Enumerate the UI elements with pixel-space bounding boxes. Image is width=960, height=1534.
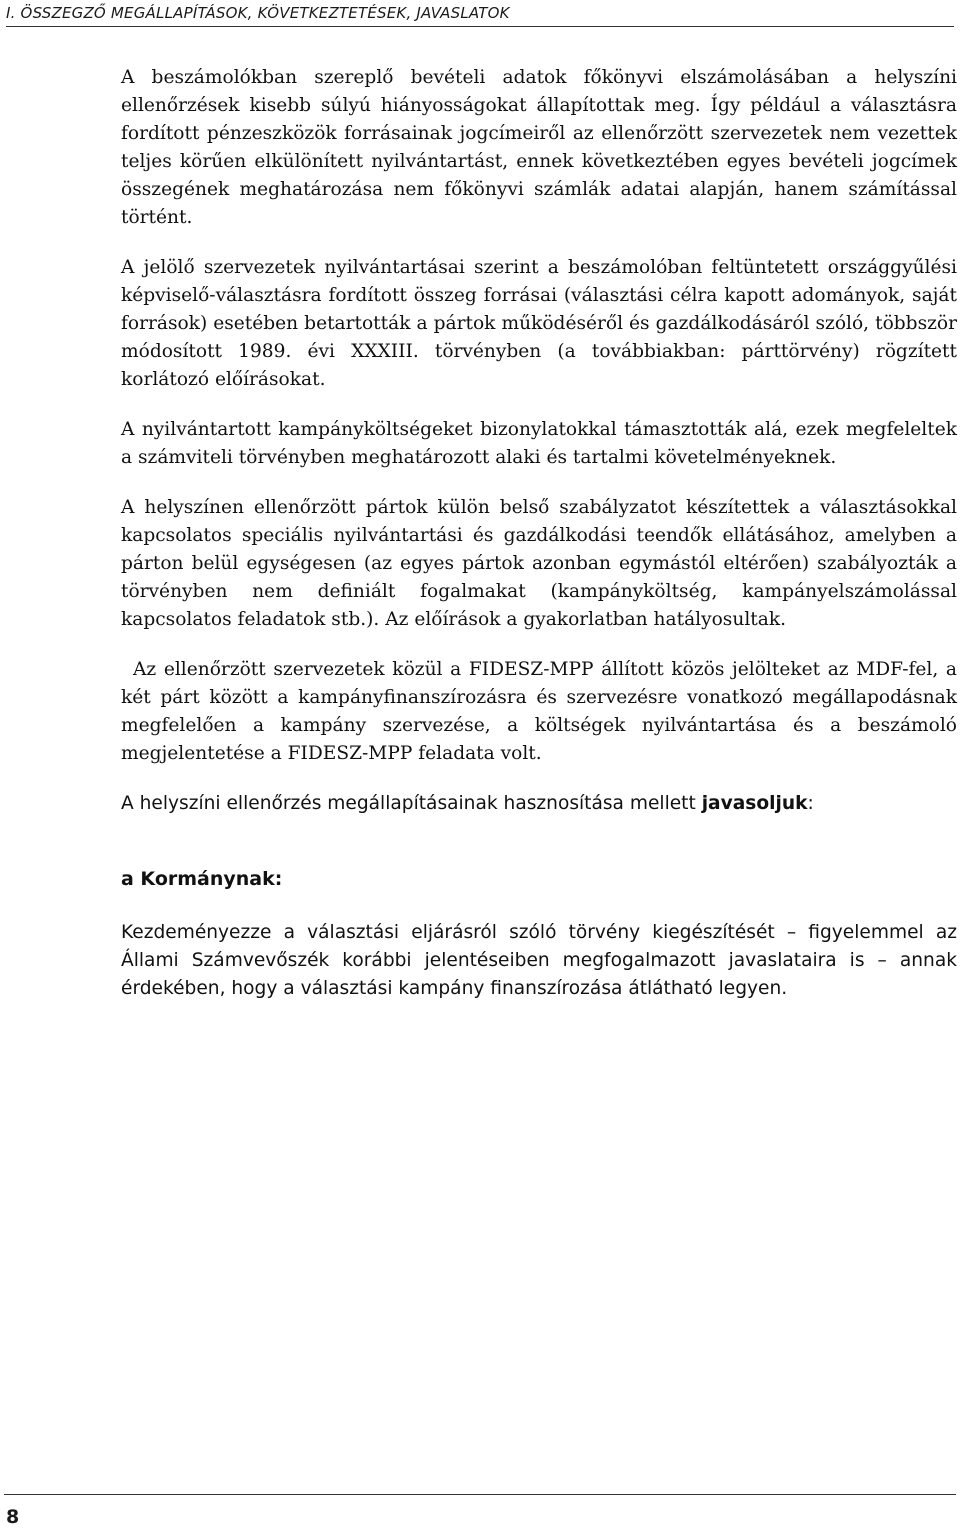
paragraph-campaign-costs: A nyilvántartott kampányköltségeket bizonylatokkal támasztották alá, ezek megfeleltek a számviteli törvényben meghatározott alaki és tartalmi követelményeknek.: [121, 419, 957, 468]
footer-divider: [4, 1494, 956, 1495]
page-header: [6, 2, 954, 27]
paragraph-revenue-accounting: A beszámolókban szereplő bevételi adatok főkönyvi elszámolásában a helyszíni ellenőrzések kisebb súlyú hiányosságokat állapítottak meg. Így például a választásra fordított pénzeszközök forrásainak jogcímeiről az ellenőrzött szervezetek nem vezettek teljes körűen elkülönített nyilvántartást, ennek következtében egyes bevételi jogcímek összegének meghatározása nem főkönyvi számlák adatai alapján, hanem számítással történt.: [121, 67, 957, 228]
paragraph-joint-candidates: Az ellenőrzött szervezetek közül a FIDESZ-MPP állított közös jelölteket az MDF-fel, a két párt között a kampányfinanszírozásra és szervezésre vonatkozó megállapodásnak megfelelően a kampány szervezése, a költségek nyilvántartása és a beszámoló megjelentetése a FIDESZ-MPP feladata volt.: [121, 659, 957, 764]
recommendation-intro-text: A helyszíni ellenőrzés megállapításainak hasznosítása mellett: [121, 793, 702, 814]
page-number: 8: [6, 1506, 20, 1528]
recommendation-text: Kezdeményezze a választási eljárásról szóló törvény kiegészítését – figyelemmel az Állami Számvevőszék korábbi jelentéseiben megfogalmazott javaslataira is – annak érdekében, hogy a választási kampány finanszírozása átlátható legyen.: [121, 922, 957, 999]
paragraph-internal-rules: A helyszínen ellenőrzött pártok külön belső szabályzatot készítettek a választásokkal kapcsolatos speciális nyilvántartási és gazdálkodási teendők ellátásához, amelyben a párton belül egységesen (az egyes pártok azonban egymástól eltérően) szabályozták a törvényben nem definiált fogalmakat (kampányköltség, kampányelszámolással kapcsolatos feladatok stb.). Az előírások a gyakorlatban hatályosultak.: [121, 497, 957, 630]
section-title: I. ÖSSZEGZŐ MEGÁLLAPÍTÁSOK, KÖVETKEZTETÉSEK, JAVASLATOK: [6, 4, 510, 22]
recommendation-intro: [121, 790, 957, 818]
recommendation-keyword: javasoljuk: [701, 793, 808, 814]
paragraph-funding-sources: A jelölő szervezetek nyilvántartásai szerint a beszámolóban feltüntetett országgyűlési képviselő-választásra fordított összeg forrásai (választási célra kapott adományok, saját források) esetében betartották a pártok működéséről és gazdálkodásáról szóló, többször módosított 1989. évi XXXIII. törvényben (a továbbiakban: párttörvény) rögzített korlátozó előírásokat.: [121, 257, 957, 390]
recommendation-colon: :: [807, 793, 814, 814]
recommendation-addressee: a Kormánynak:: [121, 868, 283, 890]
page-content: [121, 64, 957, 1003]
